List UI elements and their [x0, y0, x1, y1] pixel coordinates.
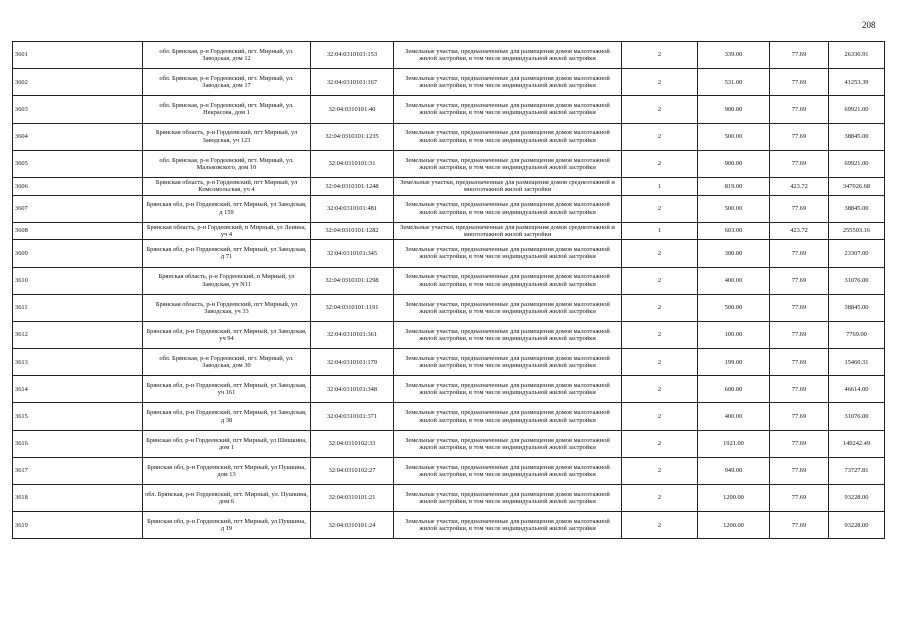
group-code-cell: 2 — [622, 267, 698, 294]
group-code-cell: 2 — [622, 195, 698, 222]
specific-value-cell: 77.69 — [770, 512, 829, 539]
specific-value-cell: 423.72 — [770, 177, 829, 195]
table-row — [13, 96, 885, 123]
area-cell: 339.00 — [698, 42, 770, 69]
cadastral-value-cell: 7769.00 — [829, 321, 885, 348]
cadastral-number-cell: 32:04:0310101:24 — [311, 512, 394, 539]
area-cell: 500.00 — [698, 294, 770, 321]
area-cell: 1200.00 — [698, 512, 770, 539]
table-row — [13, 430, 885, 457]
row-number: 3617 — [13, 457, 143, 484]
address-cell: Брянская обл, р-н Гордеевский, пгт Мирный, ул Пушкина, дом 13 — [143, 457, 311, 484]
land-use-cell: Земельные участки, предназначенные для размещения домов малоэтажной жилой застройки, в том числе индивидуальной жилой застройки — [394, 294, 622, 321]
area-cell: 603.00 — [698, 222, 770, 240]
row-number: 3612 — [13, 321, 143, 348]
specific-value-cell: 77.69 — [770, 430, 829, 457]
cadastral-value-cell: 38845.00 — [829, 195, 885, 222]
group-code-cell: 2 — [622, 321, 698, 348]
specific-value-cell: 77.69 — [770, 376, 829, 403]
address-cell: обл. Брянская, р-н Гордеевский, пгт. Мирный, ул. Заводская, дом 17 — [143, 69, 311, 96]
table-row — [13, 150, 885, 177]
group-code-cell: 2 — [622, 123, 698, 150]
cadastral-number-cell: 32:04:0310101:348 — [311, 376, 394, 403]
address-cell: Брянская область, р-н Гордеевский, п Мирный, ул Заводская, уч N11 — [143, 267, 311, 294]
row-number: 3613 — [13, 349, 143, 376]
cadastral-number-cell: 32:04:0310101:371 — [311, 403, 394, 430]
specific-value-cell: 77.69 — [770, 96, 829, 123]
land-use-cell: Земельные участки, предназначенные для размещения домов малоэтажной жилой застройки, в том числе индивидуальной жилой застройки — [394, 96, 622, 123]
table-row — [13, 195, 885, 222]
address-cell: Брянская область, р-н Гордеевский, пгт Мирный, ул Заводская, уч 123 — [143, 123, 311, 150]
group-code-cell: 2 — [622, 457, 698, 484]
cadastral-number-cell: 32:04:0310101:31 — [311, 150, 394, 177]
row-number: 3615 — [13, 403, 143, 430]
cadastral-number-cell: 32:04:0310101:1235 — [311, 123, 394, 150]
area-cell: 100.00 — [698, 321, 770, 348]
row-number: 3614 — [13, 376, 143, 403]
address-cell: Брянская обл, р-н Гордеевский, пгт Мирный, ул Заводская, д 159 — [143, 195, 311, 222]
table-row — [13, 222, 885, 240]
cadastral-value-cell: 38845.00 — [829, 294, 885, 321]
row-number: 3604 — [13, 123, 143, 150]
specific-value-cell: 77.69 — [770, 267, 829, 294]
table-row — [13, 349, 885, 376]
group-code-cell: 2 — [622, 42, 698, 69]
specific-value-cell: 423.72 — [770, 222, 829, 240]
row-number: 3611 — [13, 294, 143, 321]
row-number: 3606 — [13, 177, 143, 195]
specific-value-cell: 77.69 — [770, 195, 829, 222]
address-cell: обл. Брянская, р-н Гордеевский, пгт. Мирный, ул. Пушкина, дом 6 — [143, 485, 311, 512]
cadastral-number-cell: 32:04:0310101:481 — [311, 195, 394, 222]
cadastral-value-cell: 149242.49 — [829, 430, 885, 457]
cadastral-number-cell: 32:04:0310101:345 — [311, 240, 394, 267]
table-row — [13, 240, 885, 267]
row-number: 3610 — [13, 267, 143, 294]
area-cell: 819.00 — [698, 177, 770, 195]
address-cell: обл. Брянская, р-н Гордеевский, пгт. Мирный, ул. Некрасова, дом 1 — [143, 96, 311, 123]
specific-value-cell: 77.69 — [770, 123, 829, 150]
specific-value-cell: 77.69 — [770, 321, 829, 348]
address-cell: Брянская область, р-н Гордеевский, пгт Мирный, ул Заводская, уч 33 — [143, 294, 311, 321]
specific-value-cell: 77.69 — [770, 349, 829, 376]
row-number: 3609 — [13, 240, 143, 267]
land-use-cell: Земельные участки, предназначенные для размещения домов малоэтажной жилой застройки, в том числе индивидуальной жилой застройки — [394, 403, 622, 430]
land-use-cell: Земельные участки, предназначенные для размещения домов среднеэтажной и многоэтажной жилой застройки — [394, 222, 622, 240]
group-code-cell: 1 — [622, 222, 698, 240]
land-use-cell: Земельные участки, предназначенные для размещения домов малоэтажной жилой застройки, в том числе индивидуальной жилой застройки — [394, 349, 622, 376]
area-cell: 199.00 — [698, 349, 770, 376]
group-code-cell: 2 — [622, 294, 698, 321]
row-number: 3618 — [13, 485, 143, 512]
cadastral-number-cell: 32:04:0310101:1191 — [311, 294, 394, 321]
specific-value-cell: 77.69 — [770, 485, 829, 512]
page-number: 208 — [862, 20, 876, 30]
address-cell: Брянская обл, р-н Гордеевский, пгт Мирный, ул Пушкина, д 19 — [143, 512, 311, 539]
land-use-cell: Земельные участки, предназначенные для размещения домов малоэтажной жилой застройки, в том числе индивидуальной жилой застройки — [394, 195, 622, 222]
row-number: 3616 — [13, 430, 143, 457]
cadastral-value-cell: 93228.00 — [829, 485, 885, 512]
cadastral-number-cell: 32:04:0310102:33 — [311, 430, 394, 457]
specific-value-cell: 77.69 — [770, 150, 829, 177]
group-code-cell: 2 — [622, 376, 698, 403]
group-code-cell: 2 — [622, 485, 698, 512]
table-row — [13, 403, 885, 430]
area-cell: 900.00 — [698, 150, 770, 177]
area-cell: 1200.00 — [698, 485, 770, 512]
land-use-cell: Земельные участки, предназначенные для размещения домов малоэтажной жилой застройки, в том числе индивидуальной жилой застройки — [394, 430, 622, 457]
specific-value-cell: 77.69 — [770, 69, 829, 96]
table-row — [13, 376, 885, 403]
cadastral-number-cell: 32:04:0310101:21 — [311, 485, 394, 512]
area-cell: 400.00 — [698, 267, 770, 294]
cadastral-number-cell: 32:04:0310101:167 — [311, 69, 394, 96]
table-row — [13, 177, 885, 195]
cadastral-value-cell: 347026.68 — [829, 177, 885, 195]
cadastral-number-cell: 32:04:0310101:1282 — [311, 222, 394, 240]
cadastral-value-cell: 15460.31 — [829, 349, 885, 376]
land-use-cell: Земельные участки, предназначенные для размещения домов малоэтажной жилой застройки, в том числе индивидуальной жилой застройки — [394, 150, 622, 177]
cadastral-value-cell: 46614.00 — [829, 376, 885, 403]
land-use-cell: Земельные участки, предназначенные для размещения домов малоэтажной жилой застройки, в том числе индивидуальной жилой застройки — [394, 512, 622, 539]
address-cell: обл. Брянская, р-н Гордеевский, пгт. Мирный, ул. Мальковского, дом 10 — [143, 150, 311, 177]
cadastral-value-cell: 31076.00 — [829, 403, 885, 430]
land-use-cell: Земельные участки, предназначенные для размещения домов малоэтажной жилой застройки, в том числе индивидуальной жилой застройки — [394, 69, 622, 96]
cadastral-number-cell: 32:04:0310101:1248 — [311, 177, 394, 195]
group-code-cell: 2 — [622, 69, 698, 96]
table-row — [13, 69, 885, 96]
cadastral-value-cell: 31076.00 — [829, 267, 885, 294]
area-cell: 400.00 — [698, 403, 770, 430]
group-code-cell: 2 — [622, 96, 698, 123]
area-cell: 900.00 — [698, 96, 770, 123]
table-row — [13, 267, 885, 294]
cadastral-value-cell: 23307.00 — [829, 240, 885, 267]
row-number: 3603 — [13, 96, 143, 123]
table-row — [13, 42, 885, 69]
address-cell: Брянская обл, р-н Гордеевский, пгт Мирный, ул Заводская, д 71 — [143, 240, 311, 267]
land-register-table — [12, 41, 885, 539]
row-number: 3607 — [13, 195, 143, 222]
cadastral-value-cell: 255503.16 — [829, 222, 885, 240]
table-row — [13, 294, 885, 321]
table-body — [13, 42, 885, 539]
address-cell: Брянская обл, р-н Гордеевский, пгт Мирный, ул Заводская, уч 161 — [143, 376, 311, 403]
specific-value-cell: 77.69 — [770, 294, 829, 321]
area-cell: 300.00 — [698, 240, 770, 267]
group-code-cell: 2 — [622, 403, 698, 430]
table-row — [13, 123, 885, 150]
land-use-cell: Земельные участки, предназначенные для размещения домов среднеэтажной и многоэтажной жилой застройки — [394, 177, 622, 195]
specific-value-cell: 77.69 — [770, 240, 829, 267]
cadastral-value-cell: 73727.81 — [829, 457, 885, 484]
cadastral-value-cell: 26336.91 — [829, 42, 885, 69]
address-cell: Брянская область, р-н Гордеевский, пгт Мирный, ул Комсомольская, уч 4 — [143, 177, 311, 195]
area-cell: 531.00 — [698, 69, 770, 96]
land-use-cell: Земельные участки, предназначенные для размещения домов малоэтажной жилой застройки, в том числе индивидуальной жилой застройки — [394, 376, 622, 403]
cadastral-number-cell: 32:04:0310101:40 — [311, 96, 394, 123]
group-code-cell: 2 — [622, 512, 698, 539]
group-code-cell: 2 — [622, 150, 698, 177]
cadastral-value-cell: 93228.00 — [829, 512, 885, 539]
row-number: 3602 — [13, 69, 143, 96]
specific-value-cell: 77.69 — [770, 457, 829, 484]
land-use-cell: Земельные участки, предназначенные для размещения домов малоэтажной жилой застройки, в том числе индивидуальной жилой застройки — [394, 267, 622, 294]
table-row — [13, 457, 885, 484]
area-cell: 500.00 — [698, 195, 770, 222]
cadastral-number-cell: 32:04:0310102:27 — [311, 457, 394, 484]
cadastral-number-cell: 32:04:0310101:361 — [311, 321, 394, 348]
land-use-cell: Земельные участки, предназначенные для размещения домов малоэтажной жилой застройки, в том числе индивидуальной жилой застройки — [394, 123, 622, 150]
area-cell: 1921.00 — [698, 430, 770, 457]
cadastral-number-cell: 32:04:0310101:153 — [311, 42, 394, 69]
specific-value-cell: 77.69 — [770, 42, 829, 69]
table-row — [13, 321, 885, 348]
address-cell: Брянская обл, р-н Гордеевский, пгт Мирный, ул Заводская, уч 94 — [143, 321, 311, 348]
cadastral-number-cell: 32:04:0310101:179 — [311, 349, 394, 376]
group-code-cell: 2 — [622, 430, 698, 457]
row-number: 3619 — [13, 512, 143, 539]
cadastral-value-cell: 69921.00 — [829, 96, 885, 123]
table-row — [13, 485, 885, 512]
row-number: 3605 — [13, 150, 143, 177]
land-use-cell: Земельные участки, предназначенные для размещения домов малоэтажной жилой застройки, в том числе индивидуальной жилой застройки — [394, 457, 622, 484]
land-use-cell: Земельные участки, предназначенные для размещения домов малоэтажной жилой застройки, в том числе индивидуальной жилой застройки — [394, 42, 622, 69]
land-use-cell: Земельные участки, предназначенные для размещения домов малоэтажной жилой застройки, в том числе индивидуальной жилой застройки — [394, 321, 622, 348]
address-cell: Брянская обл, р-н Гордеевский, пгт Мирный, ул Заводская, д 38 — [143, 403, 311, 430]
land-use-cell: Земельные участки, предназначенные для размещения домов малоэтажной жилой застройки, в том числе индивидуальной жилой застройки — [394, 485, 622, 512]
address-cell: Брянская обл, р-н Гордеевский, пгт Мирный, ул Шишкина, дом 1 — [143, 430, 311, 457]
area-cell: 949.00 — [698, 457, 770, 484]
table-row — [13, 512, 885, 539]
row-number: 3601 — [13, 42, 143, 69]
cadastral-value-cell: 69921.00 — [829, 150, 885, 177]
land-use-cell: Земельные участки, предназначенные для размещения домов малоэтажной жилой застройки, в том числе индивидуальной жилой застройки — [394, 240, 622, 267]
area-cell: 500.00 — [698, 123, 770, 150]
area-cell: 600.00 — [698, 376, 770, 403]
specific-value-cell: 77.69 — [770, 403, 829, 430]
group-code-cell: 2 — [622, 349, 698, 376]
group-code-cell: 2 — [622, 240, 698, 267]
cadastral-value-cell: 38845.00 — [829, 123, 885, 150]
address-cell: обл. Брянская, р-н Гордеевский, пгт. Мирный, ул. Заводская, дом 12 — [143, 42, 311, 69]
row-number: 3608 — [13, 222, 143, 240]
cadastral-number-cell: 32:04:0310101:1298 — [311, 267, 394, 294]
address-cell: обл. Брянская, р-н Гордеевский, пгт. Мирный, ул. Заводская, дом 30 — [143, 349, 311, 376]
cadastral-value-cell: 41253.39 — [829, 69, 885, 96]
address-cell: Брянская область, р-н Гордеевский, п Мирный, ул Ленина, уч 4 — [143, 222, 311, 240]
group-code-cell: 1 — [622, 177, 698, 195]
